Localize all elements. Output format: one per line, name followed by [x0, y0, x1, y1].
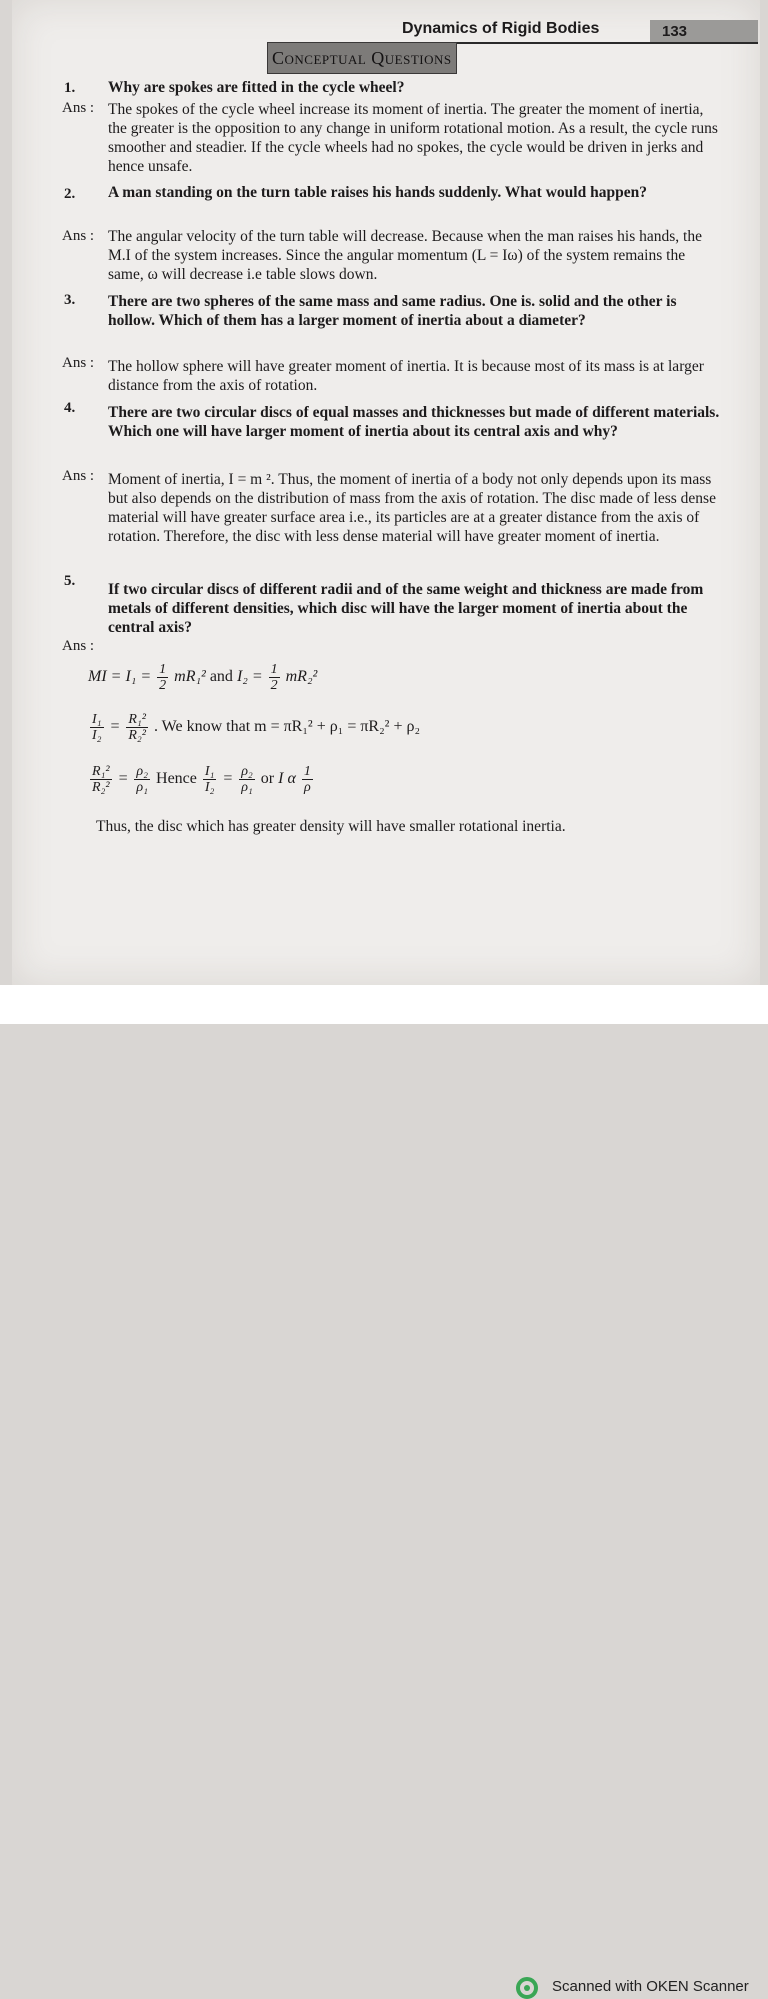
eq-text: mR₁² [174, 668, 206, 686]
eq-text: MI = I₁ = [88, 668, 152, 686]
answer-label: Ans : [62, 100, 95, 116]
fraction [239, 764, 255, 795]
denominator: ρ [303, 780, 311, 795]
numerator: R₁² [92, 764, 110, 779]
eq-text: = [222, 770, 234, 788]
answer-label: Ans : [62, 228, 95, 244]
fraction [157, 662, 168, 693]
numerator: ρ₂ [241, 764, 253, 779]
question-number: 4. [64, 400, 76, 416]
scanner-footer [0, 985, 768, 1995]
numerator: ρ₂ [136, 764, 149, 779]
fraction [90, 764, 112, 795]
eq-text: Hence [156, 770, 197, 788]
answer-label: Ans : [62, 468, 95, 484]
denominator: R₂² [128, 728, 146, 743]
answer-text: The spokes of the cycle wheel increase its moment of inertia. The greater the moment of inertia, the greater is the opposition to any change in uniform rotational motion. As a result, the cycle runs smoother and steadier. If the cycle wheels had no spokes, the cycle would be driven in jerks and hence unsafe. [108, 101, 718, 175]
page-number: 133 [650, 20, 758, 42]
denominator: 2 [270, 678, 278, 693]
question-text: There are two circular discs of equal masses and thicknesses but made of different materials. Which one will have larger moment of inertia about its central axis and why? [108, 404, 720, 440]
oken-scanner-logo-icon [516, 1977, 538, 1999]
equation-ratio [88, 712, 420, 743]
denominator: I₂ [92, 728, 102, 743]
eq-text: mR₂² [285, 668, 318, 686]
fraction [302, 764, 313, 795]
denominator: ρ₁ [136, 780, 149, 795]
question-text: If two circular discs of different radii and of the same weight and thickness are made from metals of different densities, which disc will have the larger moment of inertia about the central axis? [108, 581, 704, 636]
eq-text: or [260, 770, 275, 788]
fraction [269, 662, 280, 693]
eq-text: and [209, 668, 233, 686]
question-number: 5. [64, 573, 76, 589]
answer-text: The angular velocity of the turn table will decrease. Because when the man raises his hands, the M.I of the system increases. Since the angular momentum (L = Iω) of the system remains the same, ω will decrease i.e table slows down. [108, 228, 702, 283]
denominator: R₂² [92, 780, 110, 795]
eq-text: . We know that m = πR₁² + ρ₁ = πR₂² + ρ₂ [153, 718, 421, 736]
denominator: 2 [159, 678, 167, 693]
scanned-page [12, 0, 760, 985]
chapter-title: Dynamics of Rigid Bodies [402, 20, 600, 37]
question-number: 2. [64, 186, 76, 202]
equation-density [88, 764, 315, 795]
question-number: 1. [64, 80, 76, 96]
eq-text: = [109, 718, 121, 736]
numerator: I₁ [204, 764, 215, 779]
answer-label: Ans : [62, 638, 95, 654]
eq-text: = [117, 770, 129, 788]
equation-moment-of-inertia [88, 662, 317, 693]
numerator: R₁² [128, 712, 146, 727]
eq-text: I α [278, 770, 296, 788]
fraction [203, 764, 217, 795]
section-title-text: Conceptual Questions [272, 48, 452, 68]
numerator: I₁ [92, 712, 102, 727]
numerator: 1 [159, 662, 167, 677]
numerator: 1 [270, 662, 278, 677]
question-text: Why are spokes are fitted in the cycle wheel? [108, 79, 405, 96]
fraction [126, 712, 148, 743]
question-number: 3. [64, 292, 76, 308]
question-text: There are two spheres of the same mass and same radius. One is. solid and the other is hollow. Which of them has a larger moment of inertia about a diameter? [108, 293, 677, 329]
eq-text: I₂ = [236, 668, 263, 686]
section-title [267, 42, 457, 74]
fraction [134, 764, 150, 795]
answer-text: Moment of inertia, I = m ². Thus, the moment of inertia of a body not only depends upon its mass but also depends on the distribution of mass from the axis of rotation. The disc made of less dense material will have greater surface area i.e., its particles are at a greater distance from the axis of rotation. Therefore, the disc with less dense material will have greater moment of inertia. [108, 471, 716, 545]
conclusion-text: Thus, the disc which has greater density will have smaller rotational inertia. [96, 818, 566, 835]
scanner-watermark-text: Scanned with OKEN Scanner [552, 1978, 749, 1995]
answer-text: The hollow sphere will have greater moment of inertia. It is because most of its mass is at larger distance from the axis of rotation. [108, 358, 704, 394]
question-text: A man standing on the turn table raises his hands suddenly. What would happen? [108, 184, 647, 201]
denominator: ρ₁ [241, 780, 253, 795]
denominator: I₂ [204, 780, 215, 795]
numerator: 1 [303, 764, 311, 779]
answer-label: Ans : [62, 355, 95, 371]
fraction [90, 712, 104, 743]
